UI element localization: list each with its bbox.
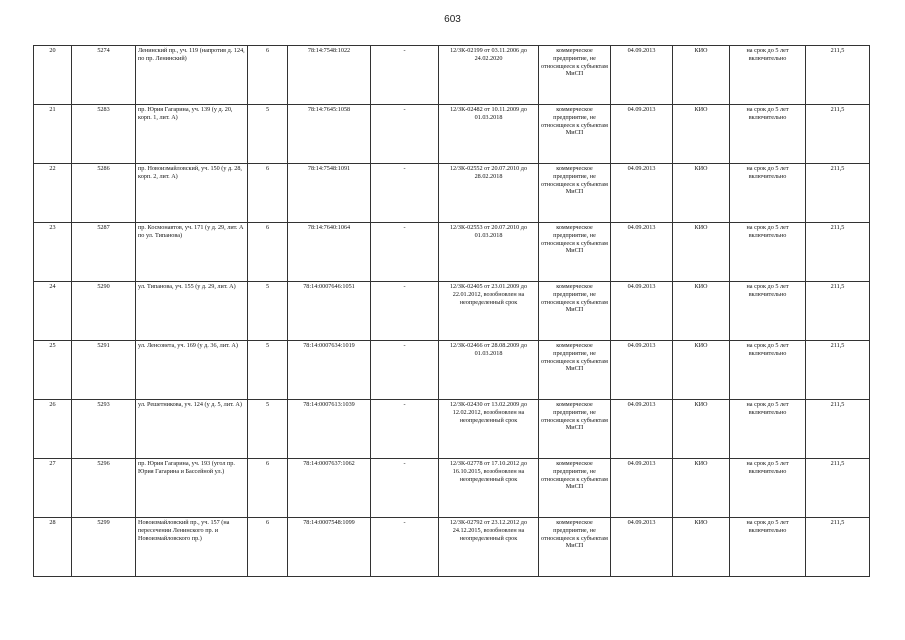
- count-cell: 6: [248, 164, 288, 223]
- contract-cell: 12/ЗК-02553 от 20.07.2010 до 01.03.2018: [439, 223, 539, 282]
- organization-cell: КИО: [673, 341, 730, 400]
- owner-type-cell: коммерческое предприятие, не относящееся к субъектам МиСП: [539, 459, 611, 518]
- term-cell: на срок до 5 лет включительно: [730, 518, 806, 577]
- cadastral-number-cell: 78:14:0007637:1062: [288, 459, 371, 518]
- record-id-cell: 5283: [72, 105, 136, 164]
- record-id-cell: 5293: [72, 400, 136, 459]
- term-cell: на срок до 5 лет включительно: [730, 46, 806, 105]
- contract-cell: 12/ЗК-02552 от 20.07.2010 до 28.02.2018: [439, 164, 539, 223]
- date-cell: 04.09.2013: [611, 341, 673, 400]
- registry-table: [33, 45, 870, 577]
- empty-value-cell: -: [371, 459, 439, 518]
- organization-cell: КИО: [673, 46, 730, 105]
- date-cell: 04.09.2013: [611, 46, 673, 105]
- address-cell: ул. Решетникова, уч. 124 (у д. 5, лит. А): [136, 400, 248, 459]
- organization-cell: КИО: [673, 518, 730, 577]
- empty-value-cell: -: [371, 46, 439, 105]
- owner-type-cell: коммерческое предприятие, не относящееся к субъектам МиСП: [539, 282, 611, 341]
- contract-cell: 12/ЗК-02778 от 17.10.2012 до 16.10.2015, возобновлен на неопределенный срок: [439, 459, 539, 518]
- organization-cell: КИО: [673, 400, 730, 459]
- address-cell: пр. Юрия Гагарина, уч. 193 (угол пр. Юрия Гагарина и Бассейной ул.): [136, 459, 248, 518]
- owner-type-cell: коммерческое предприятие, не относящееся к субъектам МиСП: [539, 223, 611, 282]
- address-cell: Ленинский пр., уч. 119 (напротив д. 124, по пр. Ленинский): [136, 46, 248, 105]
- row-number-cell: 21: [34, 105, 72, 164]
- organization-cell: КИО: [673, 223, 730, 282]
- count-cell: 6: [248, 223, 288, 282]
- empty-value-cell: -: [371, 282, 439, 341]
- owner-type-cell: коммерческое предприятие, не относящееся к субъектам МиСП: [539, 341, 611, 400]
- address-cell: ул. Ленсовета, уч. 169 (у д. 36, лит. А): [136, 341, 248, 400]
- row-number-cell: 24: [34, 282, 72, 341]
- address-cell: пр. Юрия Гагарина, уч. 139 (у д. 20, корп. 1, лит. А): [136, 105, 248, 164]
- empty-value-cell: -: [371, 105, 439, 164]
- record-id-cell: 5274: [72, 46, 136, 105]
- record-id-cell: 5296: [72, 459, 136, 518]
- amount-cell: 211,5: [806, 459, 870, 518]
- contract-cell: 12/ЗК-02466 от 28.08.2009 до 01.03.2018: [439, 341, 539, 400]
- owner-type-cell: коммерческое предприятие, не относящееся к субъектам МиСП: [539, 400, 611, 459]
- organization-cell: КИО: [673, 282, 730, 341]
- empty-value-cell: -: [371, 518, 439, 577]
- empty-value-cell: -: [371, 164, 439, 223]
- table-row: [34, 46, 870, 105]
- term-cell: на срок до 5 лет включительно: [730, 341, 806, 400]
- row-number-cell: 20: [34, 46, 72, 105]
- empty-value-cell: -: [371, 223, 439, 282]
- term-cell: на срок до 5 лет включительно: [730, 223, 806, 282]
- amount-cell: 211,5: [806, 341, 870, 400]
- amount-cell: 211,5: [806, 518, 870, 577]
- table-row: [34, 282, 870, 341]
- table-row: [34, 400, 870, 459]
- amount-cell: 211,5: [806, 282, 870, 341]
- table-row: [34, 223, 870, 282]
- date-cell: 04.09.2013: [611, 223, 673, 282]
- count-cell: 5: [248, 282, 288, 341]
- count-cell: 5: [248, 341, 288, 400]
- row-number-cell: 25: [34, 341, 72, 400]
- cadastral-number-cell: 78:14:7640:1064: [288, 223, 371, 282]
- table-row: [34, 105, 870, 164]
- contract-cell: 12/ЗК-02482 от 10.11.2009 до 01.03.2018: [439, 105, 539, 164]
- cadastral-number-cell: 78:14:0007646:1051: [288, 282, 371, 341]
- row-number-cell: 28: [34, 518, 72, 577]
- date-cell: 04.09.2013: [611, 400, 673, 459]
- amount-cell: 211,5: [806, 223, 870, 282]
- cadastral-number-cell: 78:14:0007613:1039: [288, 400, 371, 459]
- empty-value-cell: -: [371, 400, 439, 459]
- address-cell: ул. Типанова, уч. 155 (у д. 29, лит. А): [136, 282, 248, 341]
- cadastral-number-cell: 78:14:7548:1091: [288, 164, 371, 223]
- empty-value-cell: -: [371, 341, 439, 400]
- amount-cell: 211,5: [806, 105, 870, 164]
- cadastral-number-cell: 78:14:7645:1058: [288, 105, 371, 164]
- term-cell: на срок до 5 лет включительно: [730, 282, 806, 341]
- date-cell: 04.09.2013: [611, 105, 673, 164]
- table-row: [34, 341, 870, 400]
- owner-type-cell: коммерческое предприятие, не относящееся к субъектам МиСП: [539, 46, 611, 105]
- term-cell: на срок до 5 лет включительно: [730, 459, 806, 518]
- table-row: [34, 164, 870, 223]
- date-cell: 04.09.2013: [611, 518, 673, 577]
- registry-rows: [34, 46, 870, 577]
- date-cell: 04.09.2013: [611, 164, 673, 223]
- contract-cell: 12/ЗК-02430 от 13.02.2009 до 12.02.2012, возобновлен на неопределенный срок: [439, 400, 539, 459]
- count-cell: 5: [248, 400, 288, 459]
- page-number: 603: [444, 14, 461, 25]
- organization-cell: КИО: [673, 164, 730, 223]
- record-id-cell: 5290: [72, 282, 136, 341]
- record-id-cell: 5287: [72, 223, 136, 282]
- record-id-cell: 5291: [72, 341, 136, 400]
- record-id-cell: 5286: [72, 164, 136, 223]
- date-cell: 04.09.2013: [611, 282, 673, 341]
- owner-type-cell: коммерческое предприятие, не относящееся к субъектам МиСП: [539, 164, 611, 223]
- owner-type-cell: коммерческое предприятие, не относящееся к субъектам МиСП: [539, 105, 611, 164]
- table-row: [34, 518, 870, 577]
- table-row: [34, 459, 870, 518]
- row-number-cell: 27: [34, 459, 72, 518]
- count-cell: 6: [248, 46, 288, 105]
- amount-cell: 211,5: [806, 46, 870, 105]
- row-number-cell: 26: [34, 400, 72, 459]
- cadastral-number-cell: 78:14:7548:1022: [288, 46, 371, 105]
- record-id-cell: 5299: [72, 518, 136, 577]
- row-number-cell: 23: [34, 223, 72, 282]
- date-cell: 04.09.2013: [611, 459, 673, 518]
- term-cell: на срок до 5 лет включительно: [730, 400, 806, 459]
- address-cell: Новоизмайловский пр., уч. 157 (на пересечении Ленинского пр. и Новоизмайловского пр.): [136, 518, 248, 577]
- term-cell: на срок до 5 лет включительно: [730, 164, 806, 223]
- organization-cell: КИО: [673, 459, 730, 518]
- amount-cell: 211,5: [806, 400, 870, 459]
- amount-cell: 211,5: [806, 164, 870, 223]
- row-number-cell: 22: [34, 164, 72, 223]
- count-cell: 5: [248, 105, 288, 164]
- count-cell: 6: [248, 459, 288, 518]
- address-cell: пр. Новоизмайловский, уч. 150 (у д. 28, корп. 2, лит. А): [136, 164, 248, 223]
- organization-cell: КИО: [673, 105, 730, 164]
- cadastral-number-cell: 78:14:0007634:1019: [288, 341, 371, 400]
- contract-cell: 12/ЗК-02405 от 23.01.2009 до 22.01.2012, возобновлен на неопределенный срок: [439, 282, 539, 341]
- contract-cell: 12/ЗК-02199 от 03.11.2006 до 24.02.2020: [439, 46, 539, 105]
- contract-cell: 12/ЗК-02792 от 23.12.2012 до 24.12.2015, возобновлен на неопределенный срок: [439, 518, 539, 577]
- term-cell: на срок до 5 лет включительно: [730, 105, 806, 164]
- count-cell: 6: [248, 518, 288, 577]
- cadastral-number-cell: 78:14:0007548:1099: [288, 518, 371, 577]
- address-cell: пр. Космонавтов, уч. 171 (у д. 29, лит. А по ул. Типанова): [136, 223, 248, 282]
- owner-type-cell: коммерческое предприятие, не относящееся к субъектам МиСП: [539, 518, 611, 577]
